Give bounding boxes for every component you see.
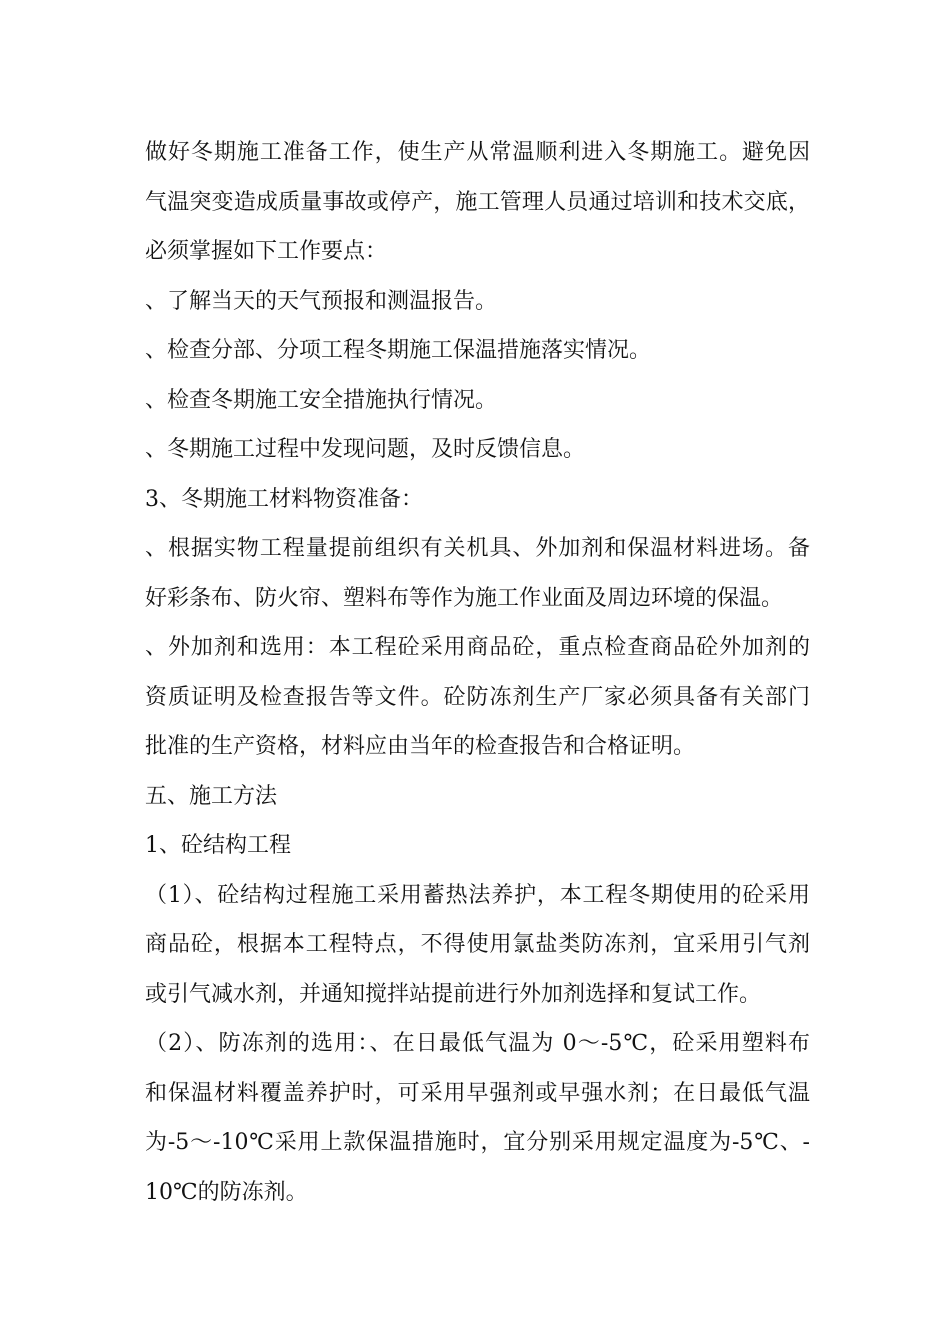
paragraph-line: 和保温材料覆盖养护时，可采用早强剂或早强水剂；在日最低气温 <box>145 1080 810 1106</box>
paragraph-line: 商品砼，根据本工程特点，不得使用氯盐类防冻剂，宜采用引气剂 <box>145 932 810 957</box>
list-item: 、检查冬期施工安全措施执行情况。 <box>145 387 498 413</box>
paragraph-line: 为-5～-10℃采用上款保温措施时，宜分别采用规定温度为-5℃、- <box>145 1130 810 1155</box>
paragraph-line: 气温突变造成质量事故或停产，施工管理人员通过培训和技术交底， <box>145 189 810 215</box>
paragraph-line: 做好冬期施工准备工作，使生产从常温顺利进入冬期施工。避免因 <box>145 140 810 165</box>
list-item: 、根据实物工程量提前组织有关机具、外加剂和保温材料进场。备 <box>145 536 810 561</box>
paragraph-line: 10℃的防冻剂。 <box>145 1179 308 1205</box>
section-heading: 3、冬期施工材料物资准备： <box>145 486 423 512</box>
paragraph-line: 必须掌握如下工作要点： <box>145 239 388 264</box>
section-heading: 1、砼结构工程 <box>145 833 291 858</box>
section-heading: 五、施工方法 <box>145 783 278 809</box>
paragraph-line: 批准的生产资格，材料应由当年的检查报告和合格证明。 <box>145 734 696 759</box>
list-item: 、外加剂和选用：本工程砼采用商品砼，重点检查商品砼外加剂的 <box>145 635 810 660</box>
paragraph-line: （2）、防冻剂的选用：、在日最低气温为 0～-5℃，砼采用塑料布 <box>145 1031 810 1056</box>
list-item: 、冬期施工过程中发现问题，及时反馈信息。 <box>145 437 586 462</box>
paragraph-line: 资质证明及检查报告等文件。砼防冻剂生产厂家必须具备有关部门 <box>145 684 810 710</box>
list-item: 、检查分部、分项工程冬期施工保温措施落实情况。 <box>145 338 652 363</box>
paragraph-line: （1）、砼结构过程施工采用蓄热法养护，本工程冬期使用的砼采用 <box>145 882 810 908</box>
list-item: 、了解当天的天气预报和测温报告。 <box>145 288 498 314</box>
paragraph-line: 好彩条布、防火帘、塑料布等作为施工作业面及周边环境的保温。 <box>145 585 784 611</box>
document-body <box>145 128 810 1217</box>
paragraph-line: 或引气减水剂，并通知搅拌站提前进行外加剂选择和复试工作。 <box>145 981 762 1007</box>
